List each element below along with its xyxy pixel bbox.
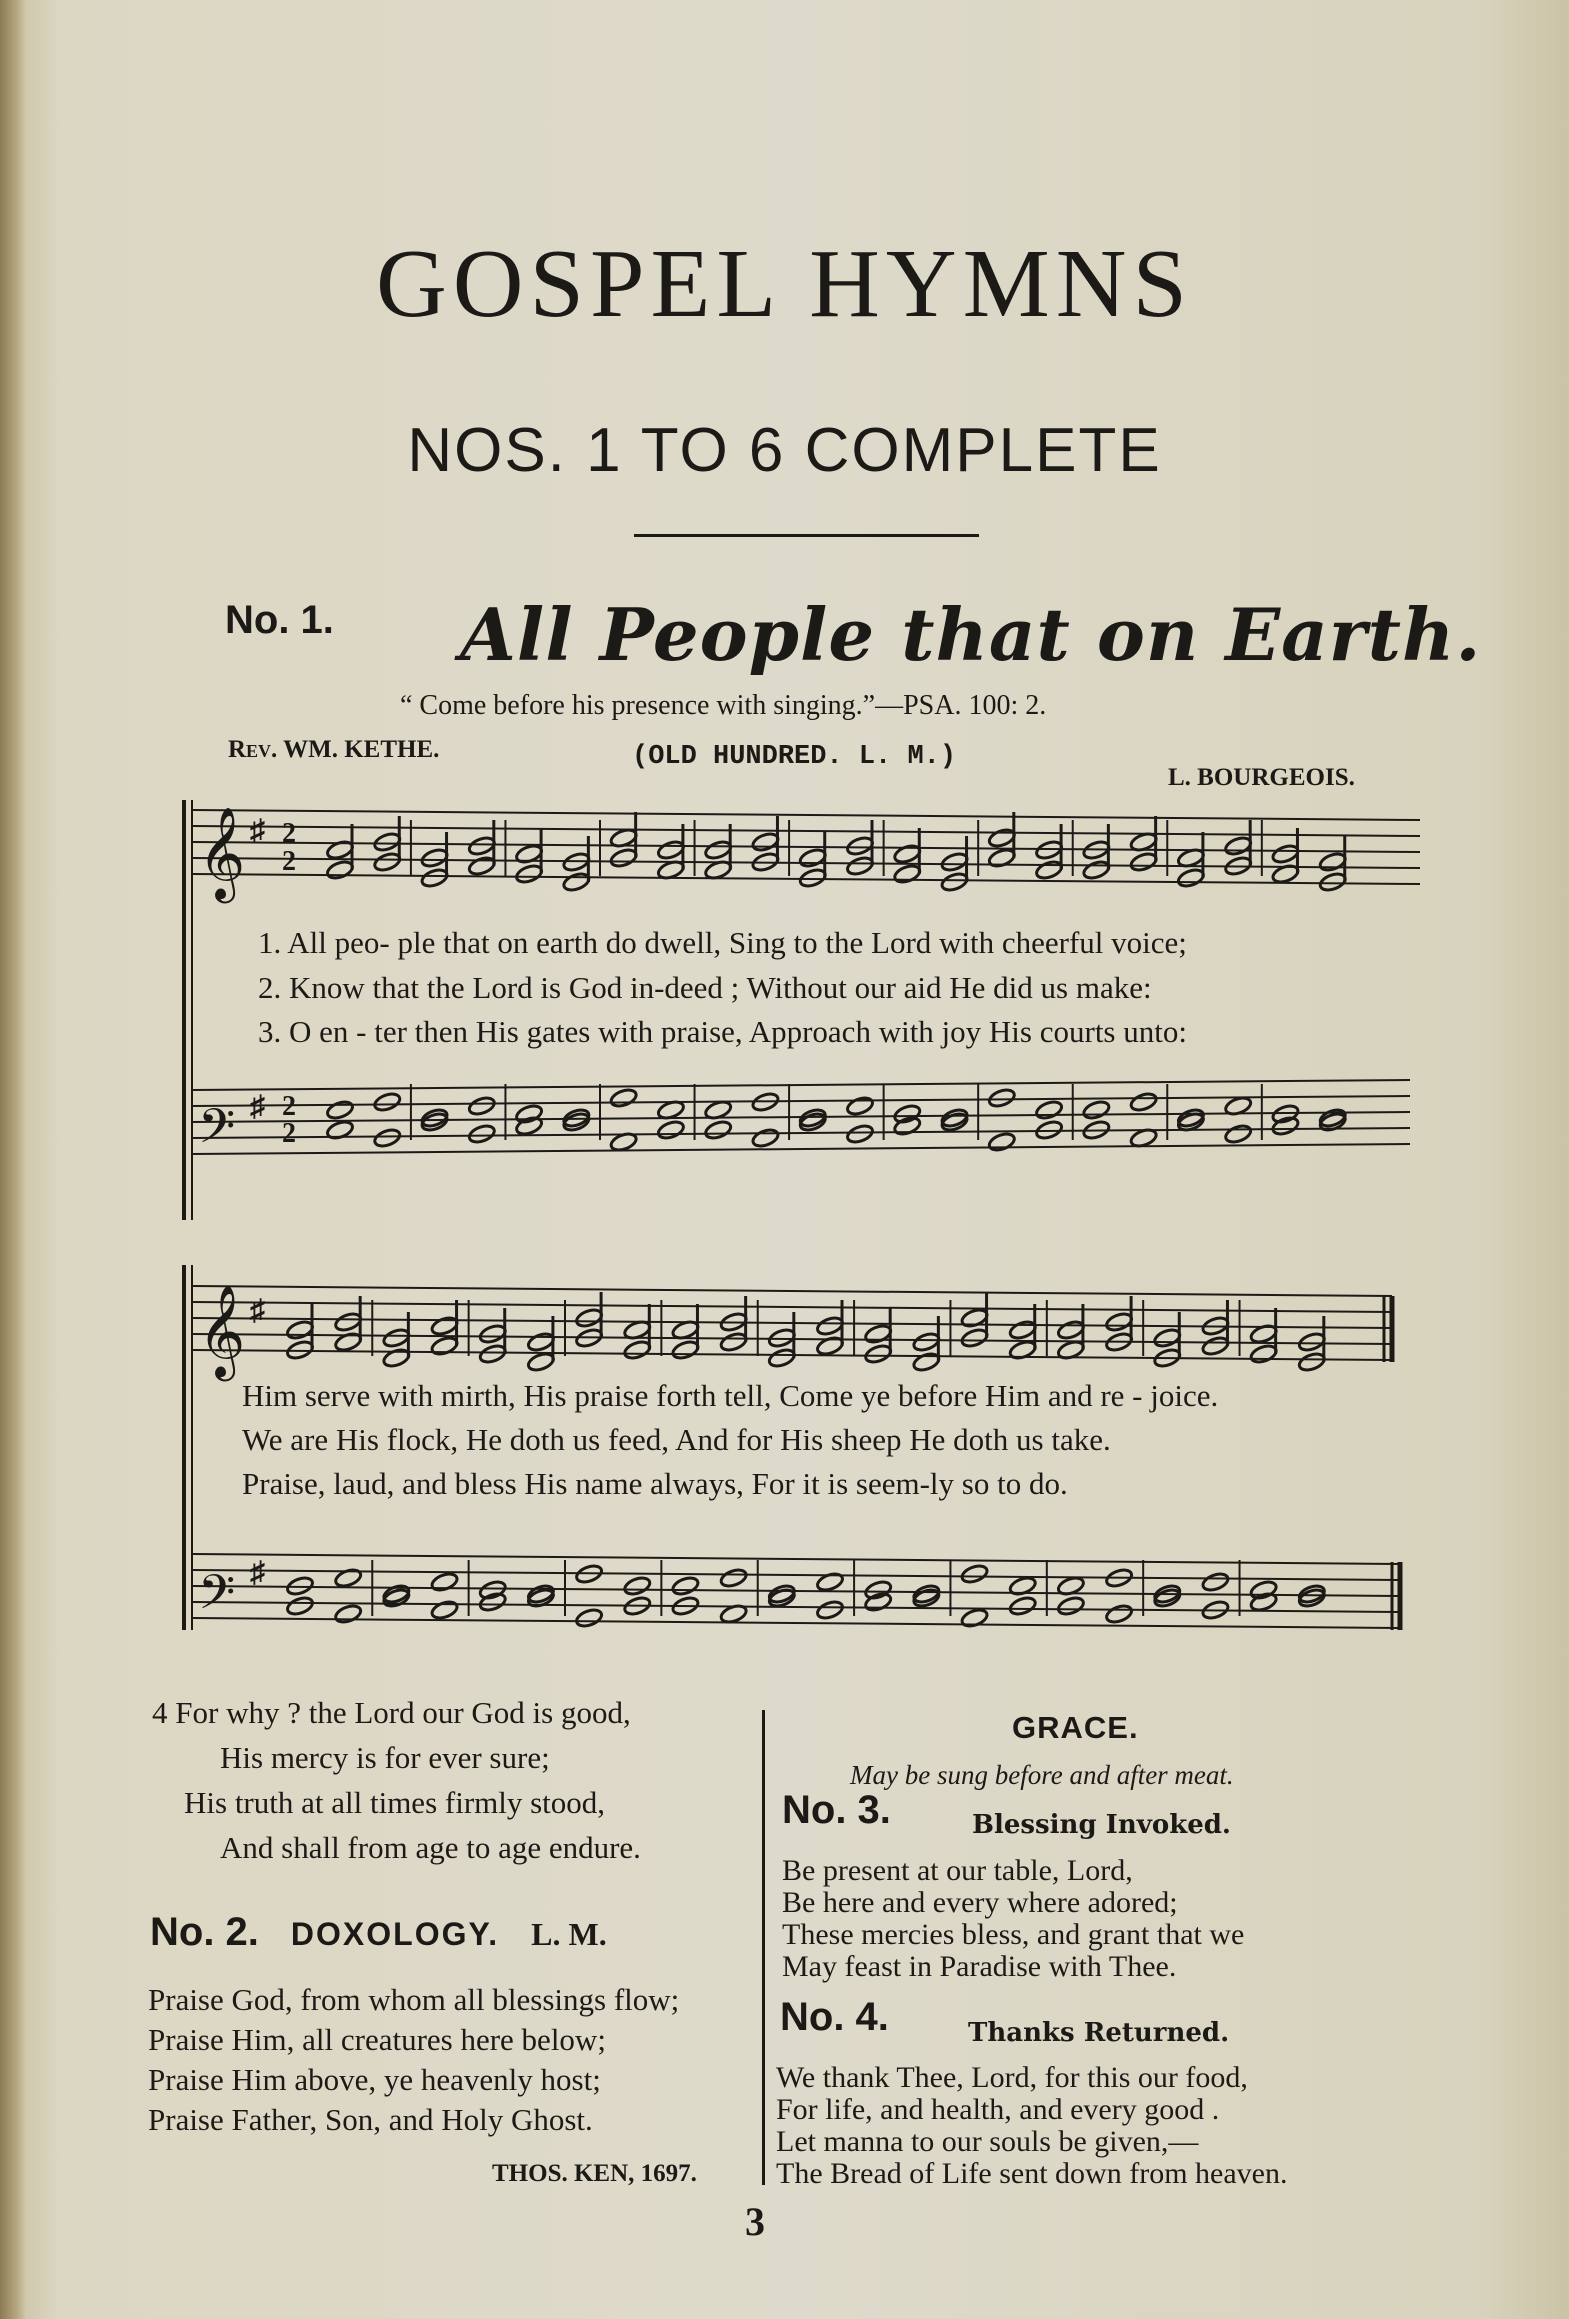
lyric-line-s1-1: 1. All peo- ple that on earth do dwell, Sing to the Lord with cheerful voice; [258,925,1187,960]
hymn-2-text [148,1980,679,2140]
note-head [334,1603,363,1625]
note-head [1034,1099,1063,1121]
note-head [467,1095,496,1117]
note-head [325,1099,354,1121]
note-head [1297,1351,1326,1373]
note-head [1249,1579,1278,1601]
verse4-line: His mercy is for ever sure; [220,1740,550,1775]
note-head [845,1095,874,1117]
note-head [1249,1343,1278,1365]
treble-clef-icon: 𝄞 [198,806,246,899]
hymn4-line: Let manna to our souls be given,— [776,2125,1199,2158]
verse4-line: 4 For why ? the Lord our God is good, [152,1695,631,1730]
note-head [960,1607,989,1629]
doxology-line: Praise Father, Son, and Holy Ghost. [148,2102,593,2137]
title-rule [634,534,979,537]
note-head [987,827,1016,849]
treble-clef-icon: 𝄞 [198,1284,246,1377]
hymn-3-title: Blessing Invoked. [972,1810,1231,1840]
hymn-2-meter: L. M. [531,1916,607,1952]
svg-text:♯: ♯ [250,1090,265,1123]
lyric-line-s1-2: 2. Know that the Lord is God in-deed ; Without our aid He did us make: [258,970,1152,1005]
note-head [373,831,402,853]
hymn-1-epigraph: “ Come before his presence with singing.”—PSA. 100: 2. [400,690,1047,721]
note-head [373,851,402,873]
note-head [478,1579,507,1601]
note-head [526,1351,555,1373]
note-head [1129,1091,1158,1113]
bass-clef-icon: 𝄢 [198,1564,236,1632]
doxology-line: Praise Him above, ye heavenly host; [148,2062,601,2097]
note-head [325,1119,354,1141]
note-head [430,1335,459,1357]
hymn-1-tune: (OLD HUNDRED. L. M.) [632,742,957,772]
lyric-line-s1-3: 3. O en - ter then His gates with praise, Approach with joy His courts unto: [258,1014,1187,1049]
note-head [767,1347,796,1369]
lyric-line-s2-3: Praise, laud, and bless His name always, For it is seem-ly so to do. [242,1466,1068,1501]
note-head [845,835,874,857]
note-head [1082,1099,1111,1121]
note-head [815,1599,844,1621]
note-head [864,1343,893,1365]
note-head [1008,1595,1037,1617]
note-head [960,1307,989,1329]
note-head [864,1579,893,1601]
hymn3-line: May feast in Paradise with Thee. [782,1950,1177,1983]
note-head [1034,839,1063,861]
note-head [1297,1331,1326,1353]
note-head [1104,1311,1133,1333]
hymn-2-credit: THOS. KEN, 1697. [492,2160,697,2187]
note-head [1176,867,1205,889]
svg-text:2: 2 [282,1091,296,1122]
hymn-2-header [150,1908,607,1955]
note-head [1082,859,1111,881]
note-head [1318,871,1347,893]
note-head [893,1115,922,1137]
note-head [987,847,1016,869]
note-head [1129,851,1158,873]
svg-text:♯: ♯ [250,1556,265,1589]
note-head [671,1575,700,1597]
note-head [382,1327,411,1349]
svg-text:2: 2 [282,1118,296,1149]
note-head [893,843,922,865]
hymn-4-text [776,2062,1287,2190]
note-head [912,1351,941,1373]
svg-text:♯: ♯ [250,1294,265,1327]
note-head [719,1567,748,1589]
note-head [334,1311,363,1333]
note-head [751,1127,780,1149]
hymn-1-number: No. 1. [225,598,334,642]
hymn4-line: The Bread of Life sent down from heaven. [776,2157,1288,2190]
hymn-1-author: Rev. WM. KETHE. [228,736,440,763]
hymn-3-text [782,1855,1244,1983]
note-head [815,1315,844,1337]
note-head [1201,1335,1230,1357]
note-head [1104,1603,1133,1625]
page-number: 3 [745,2199,765,2244]
note-head [864,1323,893,1345]
hymn3-line: Be here and every where adored; [782,1886,1178,1919]
note-head [671,1339,700,1361]
note-head [940,851,969,873]
note-head [656,839,685,861]
hymn-2-title: DOXOLOGY. [290,1916,500,1952]
note-head [478,1591,507,1613]
note-head [285,1319,314,1341]
note-head [420,867,449,889]
note-head [467,1123,496,1145]
note-head [960,1563,989,1585]
note-head [478,1323,507,1345]
hymn-1-verse-4 [152,1690,641,1870]
note-head [574,1307,603,1329]
page-edge-stain [0,0,26,2319]
note-head [798,867,827,889]
note-head [893,863,922,885]
note-head [1008,1319,1037,1341]
note-head [623,1339,652,1361]
column-divider [762,1710,765,2185]
note-head [987,1087,1016,1109]
svg-text:2: 2 [282,818,296,849]
note-head [420,847,449,869]
note-head [574,1607,603,1629]
note-head [562,871,591,893]
doxology-line: Praise Him, all creatures here below; [148,2022,606,2057]
note-head [373,1127,402,1149]
note-head [430,1571,459,1593]
lyric-line-s2-2: We are His flock, He doth us feed, And for His sheep He doth us take. [242,1422,1111,1457]
note-head [382,1347,411,1369]
svg-text:2: 2 [282,846,296,877]
note-head [845,1123,874,1145]
note-head [514,1115,543,1137]
note-head [751,831,780,853]
note-head [940,871,969,893]
hymn-2-number: No. 2. [150,1910,259,1954]
note-head [798,847,827,869]
note-head [1034,859,1063,881]
note-head [1318,851,1347,873]
note-head [373,1091,402,1113]
note-head [430,1599,459,1621]
lyric-line-s2-1: Him serve with mirth, His praise forth tell, Come ye before Him and re - joice. [242,1378,1219,1413]
note-head [912,1331,941,1353]
note-head [719,1331,748,1353]
note-head [467,855,496,877]
hymn4-line: We thank Thee, Lord, for this our food, [776,2061,1248,2094]
note-head [704,839,733,861]
note-head [864,1591,893,1613]
hymn3-line: These mercies bless, and grant that we [782,1918,1245,1951]
doxology-line: Praise God, from whom all blessings flow; [148,1982,680,2017]
note-head [478,1343,507,1365]
bass-clef-icon: 𝄢 [198,1098,236,1166]
hymn-3-number: No. 3. [782,1788,891,1832]
hymn-4-number: No. 4. [780,1995,889,2039]
note-head [285,1595,314,1617]
note-head [960,1327,989,1349]
note-head [1056,1319,1085,1341]
note-head [325,859,354,881]
note-head [1201,1571,1230,1593]
grace-heading: GRACE. [1012,1710,1139,1745]
grace-note: May be sung before and after meat. [850,1760,1234,1790]
note-head [656,1119,685,1141]
svg-text:♯: ♯ [250,814,265,847]
book-title: GOSPEL HYMNS [375,230,1194,338]
hymn-1-title: All People that on Earth. [460,592,1482,677]
hymn-1-composer: L. BOURGEOIS. [1168,764,1355,791]
verse4-line: His truth at all times firmly stood, [184,1785,606,1820]
note-head [893,1103,922,1125]
note-head [430,1315,459,1337]
hymn3-line: Be present at our table, Lord, [782,1854,1133,1887]
verse4-line: And shall from age to age endure. [220,1830,641,1865]
note-head [514,1103,543,1125]
note-head [609,847,638,869]
note-head [609,1087,638,1109]
note-head [1224,1123,1253,1145]
note-head [1056,1595,1085,1617]
note-head [1271,843,1300,865]
book-subtitle: NOS. 1 TO 6 COMPLETE [407,416,1162,485]
note-head [845,855,874,877]
note-head [704,1119,733,1141]
note-head [987,1131,1016,1153]
note-head [467,835,496,857]
note-head [1153,1327,1182,1349]
note-head [526,1331,555,1353]
note-head [623,1575,652,1597]
note-head [1224,835,1253,857]
note-head [1271,1115,1300,1137]
hymn-4-title: Thanks Returned. [968,2018,1230,2048]
hymn4-line: For life, and health, and every good . [776,2093,1220,2126]
note-head [514,863,543,885]
